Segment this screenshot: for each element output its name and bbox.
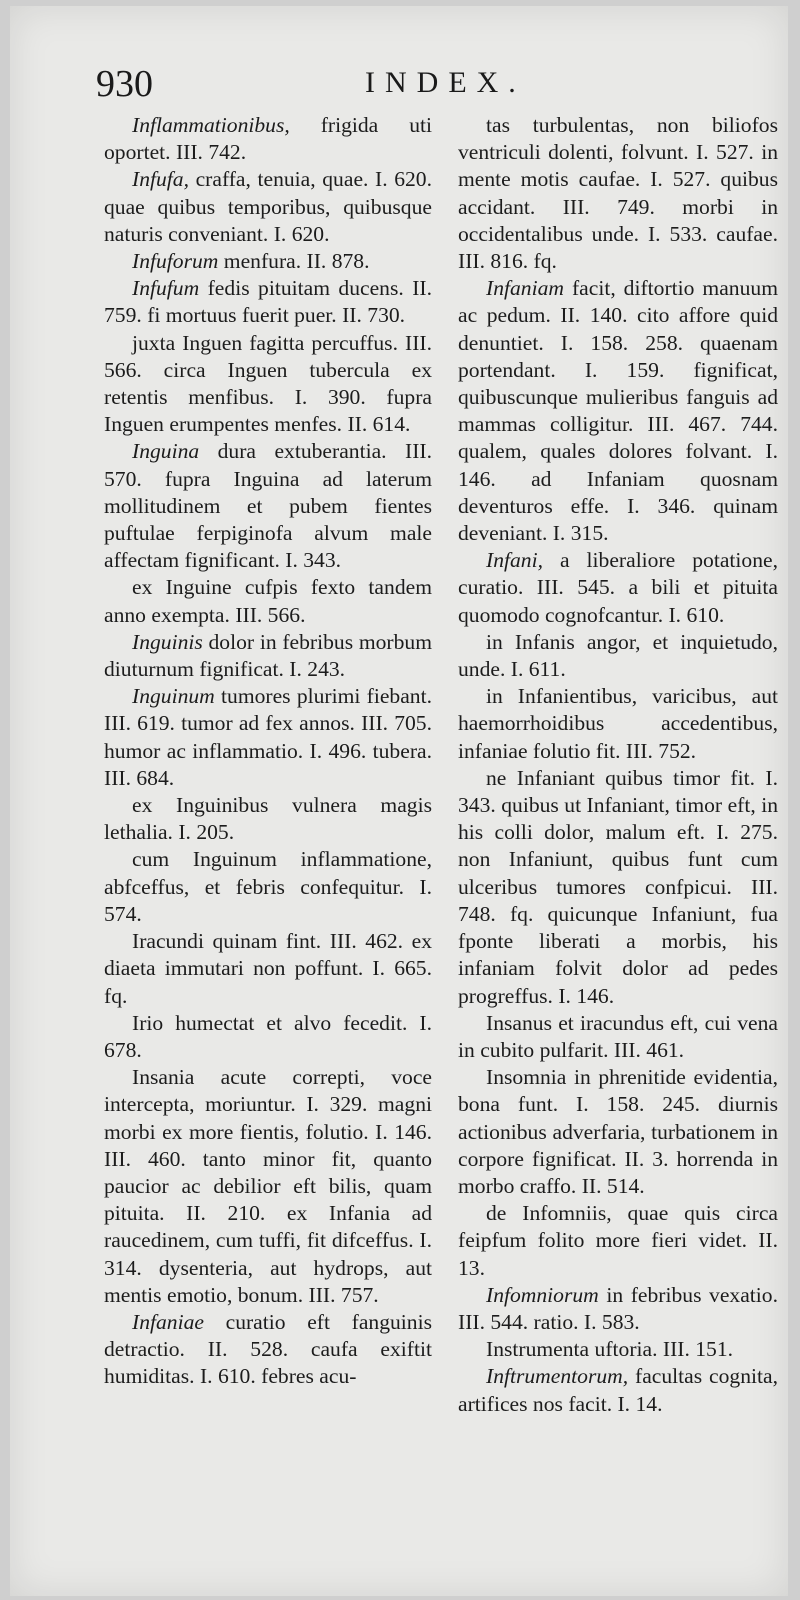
entry-headword: Infaniam: [486, 276, 564, 301]
page-header: [10, 58, 788, 108]
book-page: [10, 6, 788, 1596]
entry-text: dolor in febribus morbum diuturnum fignificat. I. 243.: [104, 629, 432, 682]
left-column: [104, 112, 432, 1391]
index-entry: [104, 1309, 432, 1391]
entry-headword: Inguina: [132, 439, 200, 464]
entry-headword: Infani,: [486, 548, 543, 573]
page-number: 930: [96, 63, 153, 105]
entry-text: facultas cognita, artifices nos facit. I. 14.: [458, 1364, 778, 1416]
index-entry: [458, 275, 778, 547]
entry-text: fedis pituitam ducens. II. 759. fi mortuus fuerit puer. II. 730.: [104, 276, 432, 328]
index-entry: [104, 112, 432, 166]
entry-text: craffa, tenuia, quae. I. 620. quae quibus temporibus, quibusque naturis conveniant. I. 620.: [104, 167, 432, 246]
index-entry: [458, 629, 778, 683]
entry-headword: Inguinis: [132, 629, 203, 654]
entry-text: Iracundi quinam fint. III. 462. ex diaeta immutari non poffunt. I. 665. fq.: [104, 929, 432, 1008]
index-entry: [104, 275, 432, 329]
entry-text: de Infomniis, quae quis circa feipfum folito more fieri videt. II. 13.: [458, 1201, 778, 1280]
entry-text: frigida uti oportet. III. 742.: [104, 113, 432, 165]
entry-text: tumores plurimi fiebant. III. 619. tumor ad fex annos. III. 705. humor ac inflammatio. I. 496. tubera. III. 684.: [104, 684, 432, 790]
entry-text: juxta Inguen fagitta percuffus. III. 566. circa Inguen tubercula ex retentis menfibus. I. 390. fupra Inguen erumpentes menfes. II. 614.: [104, 330, 432, 437]
entry-text: in Infanientibus, varicibus, aut haemorrhoidibus accedentibus, infaniae folutio fit. III. 752.: [458, 684, 778, 763]
index-entry: [104, 1010, 432, 1064]
index-entry: [458, 1336, 778, 1363]
entry-headword: Infufa,: [132, 167, 189, 192]
index-entry: [458, 1064, 778, 1200]
index-entry: [458, 1010, 778, 1064]
index-entry: [104, 846, 432, 928]
entry-headword: Infomniorum: [486, 1282, 599, 1307]
index-entry: [104, 438, 432, 574]
entry-text: a liberaliore potatione, curatio. III. 545. a bili et pituita quomodo cognofcantur. I. 610.: [458, 548, 778, 627]
entry-headword: Inflammationibus,: [132, 113, 290, 137]
index-entry: [104, 928, 432, 1010]
running-head: INDEX.: [365, 66, 526, 99]
index-entry: [458, 765, 778, 1010]
entry-headword: Infufum: [132, 276, 200, 301]
index-entry: [104, 330, 432, 439]
entry-headword: Infuforum: [132, 249, 219, 274]
index-entry: [458, 683, 778, 765]
entry-text: cum Inguinum inflammatione, abfceffus, et febris confequitur. I. 574.: [104, 847, 432, 926]
index-entry: [458, 112, 778, 275]
entry-headword: Infaniae: [132, 1309, 204, 1334]
entry-text: in febribus vexatio. III. 544. ratio. I. 583.: [458, 1282, 778, 1334]
index-entry: [104, 574, 432, 628]
entry-headword: Inftrumentorum,: [486, 1364, 629, 1389]
index-entry: [104, 248, 432, 275]
entry-headword: Inguinum: [132, 684, 215, 709]
entry-text: Instrumenta uftoria. III. 151.: [486, 1337, 734, 1362]
entry-text: dura extuberantia. III. 570. fupra Inguina ad laterum mollitudinem et pubem fientes puftulae ferpiginofa alvum male affectam fignificant. I. 343.: [104, 439, 432, 573]
entry-text: in Infanis angor, et inquietudo, unde. I. 611.: [458, 629, 778, 682]
entry-text: Insanus et iracundus eft, cui vena in cubito pulfarit. III. 461.: [458, 1010, 778, 1062]
entry-text: Irio humectat et alvo fecedit. I. 678.: [104, 1010, 432, 1062]
entry-text: tas turbulentas, non biliofos ventriculi dolenti, folvunt. I. 527. in mente motis caufae. I. 527. quibus accidant. III. 749. morbi in occidentalibus unde. I. 533. caufae. III. 816. fq.: [458, 113, 778, 274]
index-entry: [458, 1363, 778, 1417]
entry-text: menfura. II. 878.: [218, 249, 370, 274]
index-entry: [104, 166, 432, 248]
entry-text: ex Inguinibus vulnera magis lethalia. I. 205.: [104, 793, 432, 845]
entry-text: facit, diftortio manuum ac pedum. II. 140. cito affore quid denuntiet. I. 158. 258. quaenam portendant. I. 159. fignificat, quibuscunque mulieribus fanguis ad mammas colligitur. III. 467. 744. qualem, quales dolores folvant. I. 146. ad Infaniam quosnam deventuros effe. I. 346. quinam deveniant. I. 315.: [458, 276, 778, 546]
right-column: [458, 112, 778, 1418]
entry-text: ne Infaniant quibus timor fit. I. 343. quibus ut Infaniant, timor eft, in his colli dolor, malum eft. I. 275. non Infaniunt, quibus funt cum ulceribus tumores confpicui. III. 748. fq. quicunque Infaniunt, fua fponte liberati a morbis, his infaniam folvit dolor ad pedes progreffus. I. 146.: [458, 765, 778, 1008]
index-entry: [104, 629, 432, 683]
entry-text: ex Inguine cufpis fexto tandem anno exempta. III. 566.: [104, 575, 432, 627]
entry-text: curatio eft fanguinis detractio. II. 528. caufa exiftit humiditas. I. 610. febres acu-: [104, 1309, 432, 1389]
index-entry: [458, 1200, 778, 1282]
index-entry: [458, 1282, 778, 1336]
entry-text: Insomnia in phrenitide evidentia, bona funt. I. 158. 245. diurnis actionibus adverfaria, turbationem in corpore fignificat. II. 3. horrenda in morbo craffo. II. 514.: [458, 1065, 778, 1198]
index-entry: [104, 683, 432, 792]
index-entry: [458, 547, 778, 629]
entry-text: Insania acute correpti, voce intercepta, moriuntur. I. 329. magni morbi ex more fientis, folutio. I. 146. III. 460. tanto minor fit, quanto paucior ac debilior eft bilis, quam pituita. II. 210. ex Infania ad raucedinem, cum tuffi, fit difceffus. I. 314. dysenteria, aut hydrops, aut mentis emotio, bonum. III. 757.: [104, 1065, 432, 1307]
index-entry: [104, 1064, 432, 1309]
index-entry: [104, 792, 432, 846]
